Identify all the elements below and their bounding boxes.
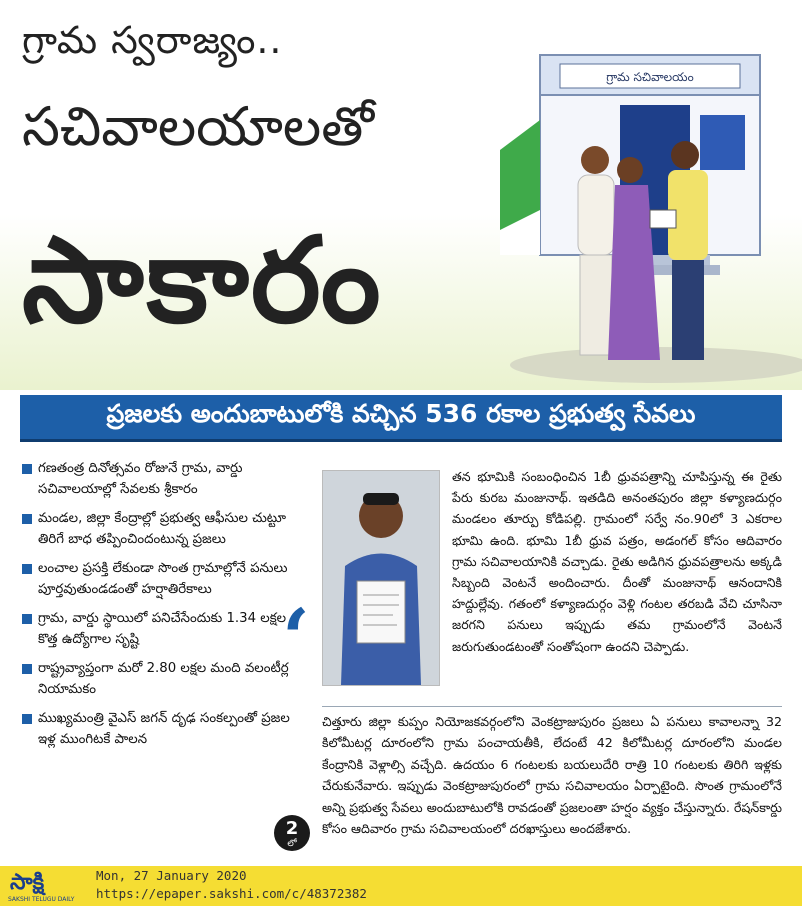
- headline-line-1: గ్రామ స్వరాజ్యం..: [22, 18, 283, 62]
- highlight-item: మండల, జిల్లా కేంద్రాల్లో ప్రభుత్వ ఆఫీసుల చుట్టూ తిరిగే బాధ తప్పించిందంటున్న ప్రజలు: [20, 508, 292, 550]
- hero-illustration-area: [0, 0, 802, 390]
- highlight-item: గ్రామ, వార్డు స్థాయిలో పనిచేసేందుకు 1.34 లక్షల కొత్త ఉద్యోగాల సృష్టి: [20, 608, 292, 650]
- highlight-item: గణతంత్ర దినోత్సవం రోజునే గ్రామ, వార్డు సచివాలయాల్లో సేవలకు శ్రీకారం: [20, 458, 292, 500]
- headline-line-3: సాకారం: [22, 211, 383, 349]
- village-secretariat-illustration: [500, 20, 802, 390]
- highlight-item: లంచాల ప్రసక్తి లేకుండా సొంత గ్రామాల్లోనే పనులు పూర్తవుతుండడంతో హర్షాతిరేకాలు: [20, 558, 292, 600]
- footer-url[interactable]: https://epaper.sakshi.com/c/48372382: [96, 886, 367, 901]
- farmer-photo-graphic: [323, 471, 439, 685]
- page-badge-suffix: లో: [287, 839, 297, 849]
- highlights-list: [20, 458, 292, 758]
- footer-meta: [96, 867, 367, 903]
- banner-text: ప్రజలకు అందుబాటులోకి వచ్చిన 536 రకాల ప్రభుత్వ సేవలు: [106, 399, 696, 428]
- highlight-item: ముఖ్యమంత్రి వైఎస్ జగన్ దృఢ సంకల్పంతో ప్రజల ఇళ్ల ముంగిటకే పాలన: [20, 708, 292, 750]
- story-second: చిత్తూరు జిల్లా కుప్పం నియోజకవర్గంలోని వెంకట్రాజుపురం ప్రజలు ఏ పనులు కావాలన్నా 32 కిలోమీటర్ల దూరంలోని గ్రామ పంచాయతీకి, లేదంటే 42 కిలోమీటర్ల దూరంలోని మండల కేంద్రానికి వెళ్లాల్సి వచ్చేది. ఉదయం 6 గంటలకు బయలుదేరి రాత్రి 10 గంటలకు తిరిగి ఇళ్లకు చేరుకునేవారు. ఇప్పుడు వెంకట్రాజుపురంలో గ్రామ సచివాలయం ఏర్పాటైంది. సొంత గ్రామంలోనే అన్ని ప్రభుత్వ సేవలు అందుబాటులోకి రావడంతో ప్రజలంతా హర్షం వ్యక్తం చేస్తున్నారు. రేషన్‌కార్డు కోసం ఆదివారం గ్రామ సచివాలయంలో దరఖాస్తులు అందజేశారు.: [322, 706, 782, 839]
- footer-date: Mon, 27 January 2020: [96, 868, 247, 883]
- farmer-photo: [322, 470, 440, 686]
- quote-mark: ‘: [282, 591, 310, 685]
- sakshi-logo: [6, 868, 86, 904]
- story-main: తన భూమికి సంబంధించిన 1బీ ధ్రువపత్రాన్ని చూపిస్తున్న ఈ రైతు పేరు కురబ మంజునాథ్. ఇతడిది అనంతపురం జిల్లా కళ్యాణదుర్గం మండలం తూర్పు కోడిపల్లి. గ్రామంలో సర్వే నం.90లో 3 ఎకరాల భూమి ఉంది. భూమి 1బీ ధ్రువ పత్రం, అడంగల్ కోసం ఆదివారం గ్రామ సచివాలయానికి వచ్చాడు. రైతు అడిగిన ధ్రువపత్రాలను అక్కడి సిబ్బంది వెంటనే అందించారు. దీంతో మంజునాథ్ ఆనందానికి హద్దుల్లేవు. గతంలో కళ్యాణదుర్గం వెళ్లి గంటల తరబడి వేచి చూసినా జరగని పనులు ఇప్పుడు తమ గ్రామంలోనే వెంటనే జరుగుతుండటంతో సంతోషంగా ఉందని చెప్పాడు.: [452, 469, 782, 654]
- page-badge: [274, 815, 310, 851]
- highlight-item: రాష్ట్రవ్యాప్తంగా మరో 2.80 లక్షల మంది వలంటీర్ల నియామకం: [20, 658, 292, 700]
- page-badge-number: 2: [285, 818, 299, 839]
- headline-banner: [20, 395, 782, 442]
- logo-subtext: SAKSHI TELUGU DAILY: [8, 896, 75, 903]
- building-sign: గ్రామ సచివాలయం: [606, 70, 694, 84]
- headline-line-2: సచివాలయాలతో: [22, 95, 374, 158]
- logo-text: సాక్షి: [10, 870, 45, 895]
